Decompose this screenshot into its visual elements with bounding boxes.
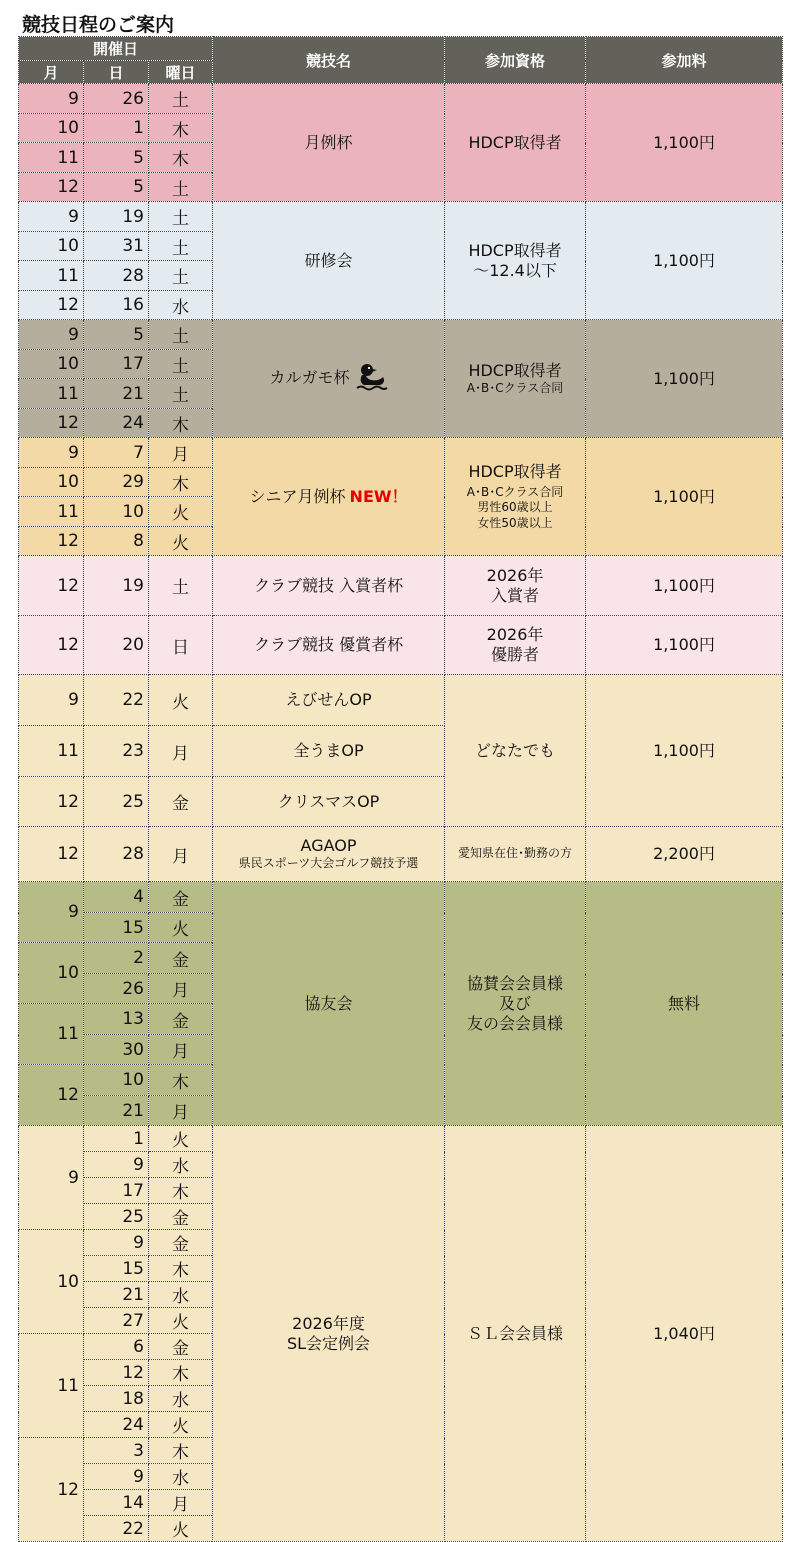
day-cell: 20 [84,616,149,675]
weekday-cell: 月 [149,438,213,468]
day-cell: 19 [84,202,149,232]
eligibility [445,827,586,882]
header-event: 競技名 [213,37,445,84]
table-row [19,438,783,468]
event-name-text: カルガモ杯 [269,368,350,387]
day-cell: 7 [84,438,149,468]
month-cell: 9 [19,320,84,350]
event-name: 研修会 [213,202,445,320]
fee: 1,100円 [586,616,783,675]
weekday-cell: 火 [149,527,213,556]
month-cell: 11 [19,1334,84,1438]
table-row [19,84,783,114]
day-cell: 13 [84,1004,149,1035]
month-cell: 11 [19,261,84,291]
event-name: クラブ競技 入賞者杯 [213,556,445,616]
weekday-cell: 土 [149,173,213,202]
weekday-cell: 土 [149,84,213,114]
day-cell: 16 [84,291,149,320]
weekday-cell: 木 [149,409,213,438]
weekday-cell: 火 [149,1516,213,1542]
table-row [19,675,783,726]
fee: 1,100円 [586,438,783,556]
weekday-cell: 金 [149,1004,213,1035]
eligibility: HDCP取得者 [445,84,586,202]
page-title: 競技日程のご案内 [22,14,175,36]
table-row [19,320,783,350]
weekday-cell: 木 [149,1360,213,1386]
weekday-cell: 火 [149,1308,213,1334]
table-row [19,1126,783,1152]
day-cell: 10 [84,1065,149,1096]
day-cell: 8 [84,527,149,556]
weekday-cell: 木 [149,1065,213,1096]
day-cell: 9 [84,1464,149,1490]
month-cell: 9 [19,882,84,943]
weekday-cell: 火 [149,913,213,943]
month-cell: 11 [19,379,84,409]
weekday-cell: 土 [149,379,213,409]
event-name [213,1126,445,1542]
eligibility-line: HDCP取得者 [468,240,562,260]
day-cell: 27 [84,1308,149,1334]
weekday-cell: 土 [149,320,213,350]
eligibility-note: 女性50歳以上 [477,515,553,530]
weekday-cell: 金 [149,1334,213,1360]
eligibility: どなたでも [445,675,586,827]
day-cell: 28 [84,827,149,882]
weekday-cell: 金 [149,943,213,974]
eligibility [445,556,586,616]
day-cell: 12 [84,1360,149,1386]
weekday-cell: 水 [149,291,213,320]
day-cell: 25 [84,1204,149,1230]
event-name: 協友会 [213,882,445,1126]
eligibility [445,438,586,556]
month-cell: 12 [19,1438,84,1542]
weekday-cell: 金 [149,882,213,913]
weekday-cell: 土 [149,232,213,261]
day-cell: 5 [84,320,149,350]
fee: 1,100円 [586,675,783,827]
eligibility-line: 協賛会会員様 [467,973,564,993]
event-name-text: 2026年度 [292,1313,365,1333]
weekday-cell: 土 [149,350,213,379]
day-cell: 5 [84,173,149,202]
weekday-cell: 土 [149,261,213,291]
month-cell: 9 [19,438,84,468]
table-row [19,882,783,913]
month-cell: 12 [19,827,84,882]
weekday-cell: 水 [149,1386,213,1412]
day-cell: 28 [84,261,149,291]
month-cell: 9 [19,84,84,114]
weekday-cell: 木 [149,114,213,143]
eligibility [445,616,586,675]
month-cell: 12 [19,173,84,202]
day-cell: 14 [84,1490,149,1516]
day-cell: 15 [84,913,149,943]
header-day: 日 [84,61,149,84]
eligibility-line: HDCP取得者 [468,461,562,481]
header-weekday: 曜日 [149,61,213,84]
eligibility: ＳＬ会会員様 [445,1126,586,1542]
day-cell: 3 [84,1438,149,1464]
event-name: クリスマスOP [213,777,445,827]
day-cell: 17 [84,1178,149,1204]
eligibility-line: 優勝者 [491,645,540,664]
event-name-text: シニア月例杯 [249,486,346,506]
month-cell: 11 [19,1004,84,1065]
day-cell: 21 [84,1282,149,1308]
weekday-cell: 金 [149,1230,213,1256]
weekday-cell: 月 [149,827,213,882]
month-cell: 10 [19,1230,84,1334]
day-cell: 19 [84,556,149,616]
eligibility [445,320,586,438]
header-month: 月 [19,61,84,84]
month-cell: 10 [19,468,84,497]
event-name-text: SL会定例会 [286,1333,371,1353]
table-row [19,556,783,616]
weekday-cell: 月 [149,726,213,777]
event-name [213,320,445,438]
header-fee: 参加料 [586,37,783,84]
day-cell: 25 [84,777,149,827]
day-cell: 1 [84,114,149,143]
eligibility-note: 愛知県在住･勤務の方 [458,846,573,861]
weekday-cell: 金 [149,777,213,827]
day-cell: 18 [84,1386,149,1412]
month-cell: 12 [19,409,84,438]
month-cell: 10 [19,232,84,261]
weekday-cell: 火 [149,497,213,527]
header-date-group: 開催日 [19,37,213,61]
month-cell: 12 [19,527,84,556]
event-name-note: 県民スポーツ大会ゴルフ競技予選 [238,856,419,871]
weekday-cell: 月 [149,1096,213,1126]
day-cell: 22 [84,675,149,726]
table-row [19,827,783,882]
day-cell: 26 [84,84,149,114]
weekday-cell: 水 [149,1464,213,1490]
day-cell: 24 [84,409,149,438]
eligibility [445,882,586,1126]
eligibility-note: A･B･Cクラス合同 [466,380,564,395]
day-cell: 23 [84,726,149,777]
day-cell: 9 [84,1230,149,1256]
event-name: クラブ競技 優賞者杯 [213,616,445,675]
schedule-table [18,36,783,1542]
eligibility [445,202,586,320]
weekday-cell: 水 [149,1282,213,1308]
weekday-cell: 月 [149,1490,213,1516]
month-cell: 12 [19,291,84,320]
day-cell: 31 [84,232,149,261]
eligibility-line: 及び [499,993,532,1013]
day-cell: 29 [84,468,149,497]
eligibility-line: 2026年 [486,565,544,585]
day-cell: 2 [84,943,149,974]
month-cell: 9 [19,202,84,232]
weekday-cell: 火 [149,675,213,726]
month-cell: 10 [19,114,84,143]
day-cell: 21 [84,379,149,409]
day-cell: 6 [84,1334,149,1360]
day-cell: 4 [84,882,149,913]
eligibility-line: HDCP取得者 [468,360,562,380]
fee: 1,100円 [586,202,783,320]
table-row [19,202,783,232]
eligibility-line: 入賞者 [491,585,540,605]
fee: 1,100円 [586,556,783,616]
weekday-cell: 木 [149,1438,213,1464]
eligibility-note: A･B･Cクラス合同 [466,484,564,499]
eligibility-line: ～12.4以下 [473,260,557,280]
event-name: えびせんOP [213,675,445,726]
eligibility-note: 男性60歳以上 [477,500,553,515]
month-cell: 12 [19,1065,84,1126]
day-cell: 17 [84,350,149,379]
eligibility-line: 2026年 [486,625,544,644]
event-name [213,827,445,882]
month-cell: 9 [19,1126,84,1230]
weekday-cell: 水 [149,1152,213,1178]
weekday-cell: 土 [149,556,213,616]
fee: 2,200円 [586,827,783,882]
header-eligibility: 参加資格 [445,37,586,84]
day-cell: 30 [84,1035,149,1065]
day-cell: 22 [84,1516,149,1542]
fee: 無料 [586,882,783,1126]
month-cell: 10 [19,943,84,1004]
weekday-cell: 土 [149,202,213,232]
month-cell: 12 [19,556,84,616]
event-name-text: AGAOP [300,836,357,856]
event-name [213,438,445,556]
weekday-cell: 金 [149,1204,213,1230]
weekday-cell: 月 [149,1035,213,1065]
duck-icon [354,361,388,396]
month-cell: 10 [19,350,84,379]
day-cell: 10 [84,497,149,527]
month-cell: 12 [19,616,84,675]
day-cell: 1 [84,1126,149,1152]
weekday-cell: 日 [149,616,213,675]
day-cell: 9 [84,1152,149,1178]
new-badge: NEW！ [349,486,408,506]
weekday-cell: 火 [149,1126,213,1152]
month-cell: 11 [19,726,84,777]
month-cell: 9 [19,675,84,726]
weekday-cell: 木 [149,143,213,173]
month-cell: 12 [19,777,84,827]
fee: 1,040円 [586,1126,783,1542]
fee: 1,100円 [586,320,783,438]
day-cell: 15 [84,1256,149,1282]
day-cell: 21 [84,1096,149,1126]
day-cell: 26 [84,974,149,1004]
fee: 1,100円 [586,84,783,202]
eligibility-line: 友の会会員様 [467,1013,564,1033]
day-cell: 5 [84,143,149,173]
weekday-cell: 木 [149,1256,213,1282]
event-name: 月例杯 [213,84,445,202]
event-name: 全うまOP [213,726,445,777]
table-row [19,616,783,675]
weekday-cell: 木 [149,1178,213,1204]
day-cell: 24 [84,1412,149,1438]
month-cell: 11 [19,143,84,173]
month-cell: 11 [19,497,84,527]
weekday-cell: 月 [149,974,213,1004]
weekday-cell: 火 [149,1412,213,1438]
weekday-cell: 木 [149,468,213,497]
